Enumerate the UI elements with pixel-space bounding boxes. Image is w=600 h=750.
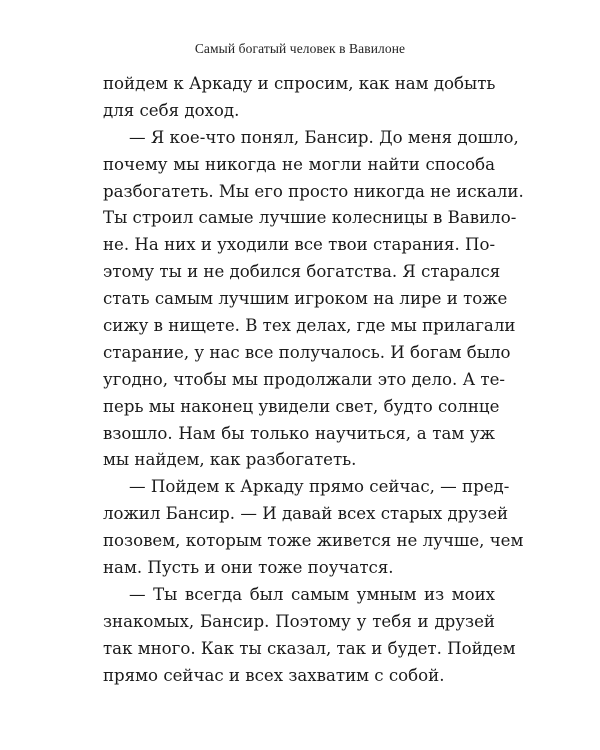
text-line: угодно, чтобы мы продолжали это дело. А те- — [103, 369, 506, 389]
text-line: так много. Как ты сказал, так и будет. Пойдем — [103, 638, 516, 658]
text-line: взошло. Нам бы только научиться, а там уж — [103, 423, 495, 443]
running-header: Самый богатый человек в Вавилоне — [194, 41, 406, 56]
text-line: прямо сейчас и всех захватим с собой. — [103, 665, 445, 685]
text-line: — Я кое-что понял, Бансир. До меня дошло, — [129, 127, 519, 147]
text-line: нам. Пусть и они тоже поучатся. — [103, 558, 394, 578]
text-line: позовем, которым тоже живется не лучше, чем — [103, 531, 524, 551]
text-line: старание, у нас все получалось. И богам было — [103, 342, 511, 362]
text-line: стать самым лучшим игроком на лире и тоже — [103, 289, 508, 309]
text-line: не. На них и уходили все твои старания. По- — [103, 235, 496, 255]
text-line: сижу в нищете. В тех делах, где мы прилагали — [103, 316, 516, 336]
text-line: — Пойдем к Аркаду прямо сейчас, — пред- — [129, 477, 510, 497]
page-body-text — [103, 71, 524, 689]
text-line: — Ты всегда был самым умным из моих — [129, 584, 495, 604]
text-line: Ты строил самые лучшие колесницы в Вавило- — [103, 208, 517, 228]
text-line: почему мы никогда не могли найти способа — [103, 154, 495, 174]
text-line: ложил Бансир. — И давай всех старых друзей — [103, 504, 509, 524]
text-line: этому ты и не добился богатства. Я старался — [103, 262, 501, 282]
text-line: для себя доход. — [103, 100, 240, 120]
text-line: разбогатеть. Мы его просто никогда не искали. — [103, 181, 524, 201]
text-line: знакомых, Бансир. Поэтому у тебя и друзей — [103, 611, 495, 631]
text-line: мы найдем, как разбогатеть. — [103, 450, 357, 470]
text-line: перь мы наконец увидели свет, будто солнце — [103, 396, 500, 416]
text-line: пойдем к Аркаду и спросим, как нам добыть — [103, 74, 496, 93]
